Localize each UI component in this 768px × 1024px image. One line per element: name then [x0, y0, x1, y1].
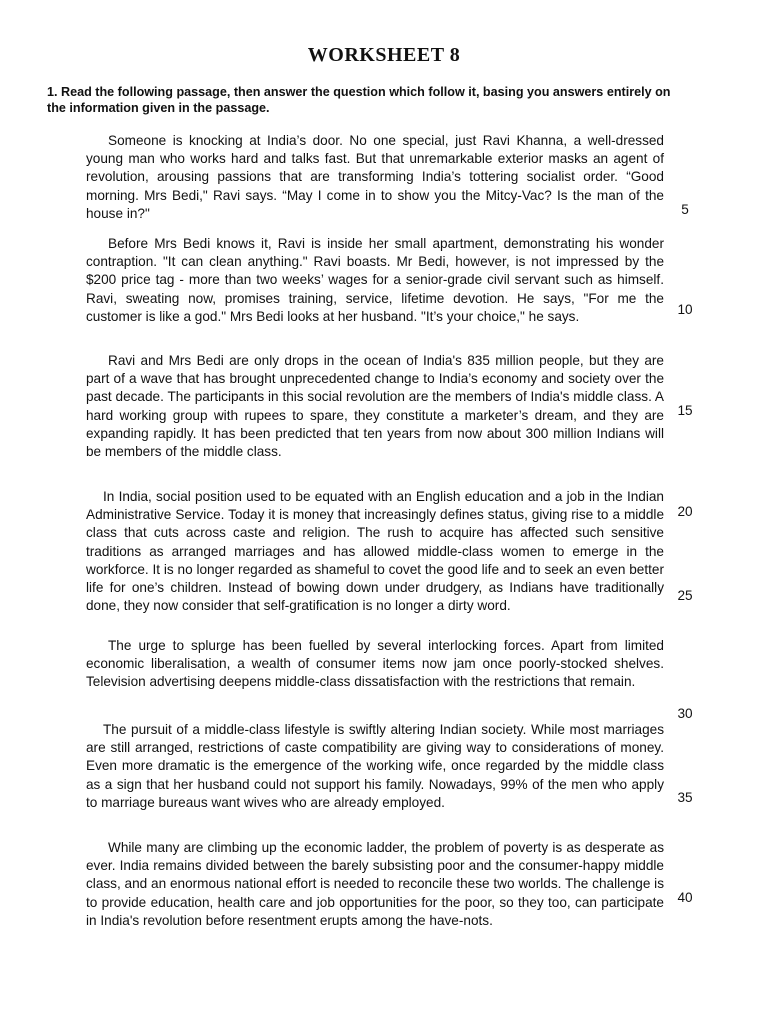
- line-number-5: 5: [681, 202, 689, 217]
- passage-paragraph-1: Someone is knocking at India’s door. No one special, just Ravi Khanna, a well-dressed young man who works hard and talks fast. But that unremarkable exterior masks an agent of revolution, arousing passions that are transforming India’s tottering socialist order. “Good morning. Mrs Bedi," Ravi says. “May I come in to show you the Mitcy-Vac? Is the man of the house in?": [86, 133, 664, 221]
- line-number-15: 15: [677, 403, 693, 418]
- line-number-25: 25: [677, 588, 693, 603]
- question-instruction: 1. Read the following passage, then answer the question which follow it, basing you answers entirely on the information given in the passage.: [47, 85, 671, 115]
- line-number-30: 30: [677, 706, 693, 721]
- line-number-40: 40: [677, 890, 693, 905]
- passage-paragraph-2: Before Mrs Bedi knows it, Ravi is inside her small apartment, demonstrating his wonder contraption. "It can clean anything." Ravi boasts. Mr Bedi, however, is not impressed by the $200 price tag - more than two weeks’ wages for a senior-grade civil servant such as himself. Ravi, sweating now, promises training, service, lifetime devotion. He says, "For me the customer is like a god." Mrs Bedi looks at her husband. "It’s your choice," he says.: [86, 236, 664, 324]
- line-number-10: 10: [677, 302, 693, 317]
- worksheet-title: WORKSHEET 8: [307, 44, 461, 66]
- passage-paragraph-3: Ravi and Mrs Bedi are only drops in the ocean of India's 835 million people, but they are part of a wave that has brought unprecedented change to India’s economy and society over the past decade. The participants in this social revolution are the members of India's middle class. A hard working group with rupees to spare, they constitute a marketer’s dream, and they are expanding rapidly. It has been predicted that ten years from now about 300 million Indians will be members of the middle class.: [86, 353, 664, 460]
- passage-paragraph-4: In India, social position used to be equated with an English education and a job in the Indian Administrative Service. Today it is money that increasingly defines status, giving rise to a middle class that cuts across caste and religion. The rush to acquire has affected such sensitive traditions as arranged marriages and has allowed middle-class women to emerge in the workforce. It is no longer regarded as shameful to covet the good life and to seek an even better life for one’s children. Instead of bowing down under drudgery, as Indians have traditionally done, they now consider that self-gratification is no longer a dirty word.: [86, 489, 664, 614]
- passage-paragraph-6: The pursuit of a middle-class lifestyle is swiftly altering Indian society. While most marriages are still arranged, restrictions of caste compatibility are giving way to considerations of money. Even more dramatic is the emergence of the working wife, once regarded by the middle class as a sign that her husband could not support his family. Nowadays, 99% of the men who apply to marriage bureaus want wives who are already employed.: [86, 722, 664, 810]
- line-number-20: 20: [677, 504, 693, 519]
- passage-paragraph-7: While many are climbing up the economic ladder, the problem of poverty is as desperate as ever. India remains divided between the barely subsisting poor and the consumer-happy middle class, and an enormous national effort is needed to reconcile these two worlds. The challenge is to provide education, health care and job opportunities for the poor, so they too, can participate in India's revolution before resentment erupts among the have-nots.: [86, 840, 664, 928]
- passage-paragraph-5: The urge to splurge has been fuelled by several interlocking forces. Apart from limited economic liberalisation, a wealth of consumer items now jam once poorly-stocked shelves. Television advertising deepens middle-class dissatisfaction with the restrictions that remain.: [86, 638, 664, 690]
- line-number-35: 35: [677, 790, 693, 805]
